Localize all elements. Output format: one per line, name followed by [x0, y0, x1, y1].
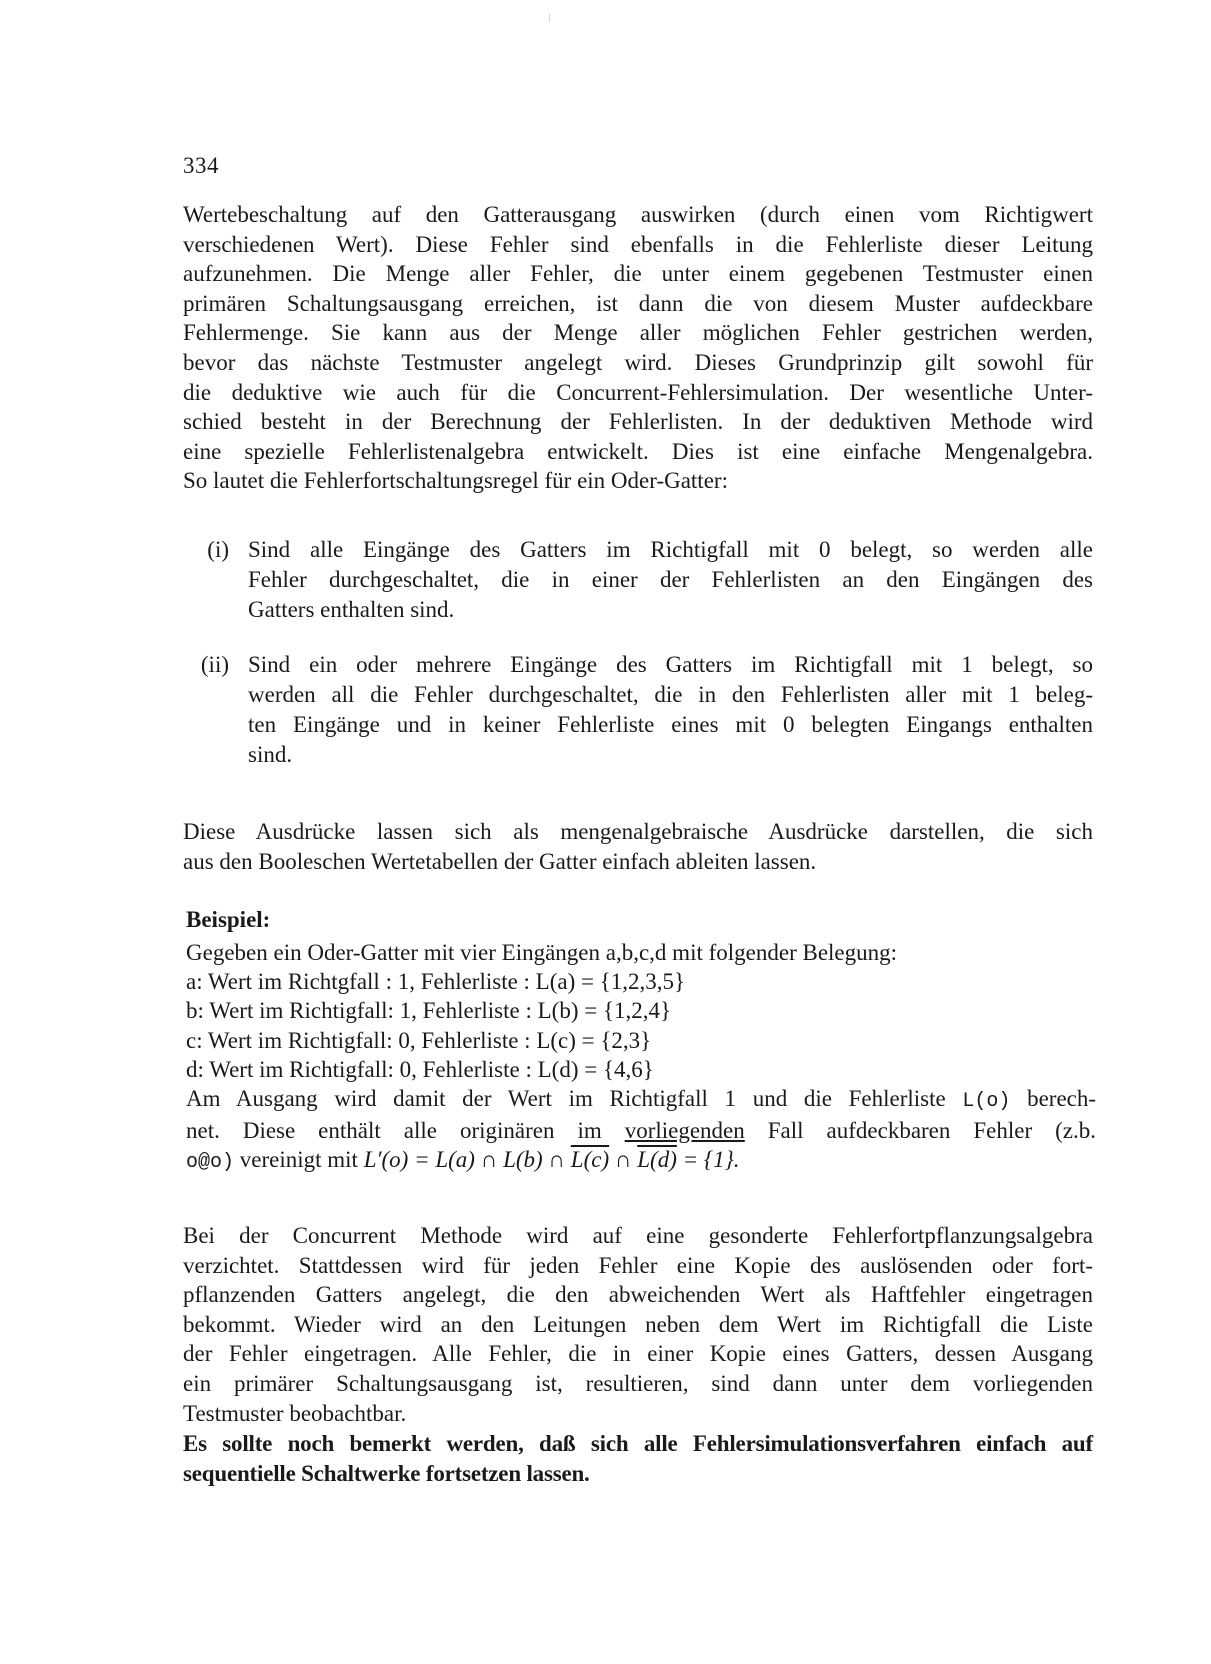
input-line-c: c: Wert im Richtigfall: 0, Fehlerliste : L(c) = {2,3}	[186, 1027, 652, 1053]
text-line: Bei der Concurrent Methode wird auf eine gesonderte Fehlerfortpflanzungsalgebra	[183, 1223, 1093, 1248]
text-line: Testmuster beobachtbar.	[183, 1400, 407, 1426]
formula-intro: vereinigt mit	[239, 1147, 358, 1173]
text-line: Sind ein oder mehrere Eingänge des Gatters im Richtigfall mit 1 belegt, so	[248, 652, 1093, 677]
text-line: schied besteht in der Berechnung der Fehlerlisten. In der deduktiven Methode wird	[183, 409, 1093, 435]
paragraph-expressions	[183, 817, 1093, 876]
example-body	[186, 938, 1096, 1178]
formula-result: = {1}.	[682, 1147, 740, 1173]
paragraph-closing	[183, 1429, 1093, 1488]
scan-mark	[549, 14, 550, 22]
text-line: So lautet die Fehlerfortschaltungsregel für ein Oder-Gatter:	[183, 468, 728, 494]
text-line: sequentielle Schaltwerke fortsetzen lassen.	[183, 1460, 590, 1486]
text-line: Diese Ausdrücke lassen sich als mengenalgebraische Ausdrücke darstellen, die sich	[183, 819, 1093, 844]
text-line: ten Eingänge und in keiner Fehlerliste eines mit 0 belegten Eingangs enthalten	[248, 712, 1093, 737]
text-line: Wertebeschaltung auf den Gatterausgang auswirken (durch einen vom Richtigwert	[183, 202, 1093, 227]
text-line: Fehler durchgeschaltet, die in einer der Fehlerlisten an den Eingängen des	[248, 567, 1093, 592]
example-heading: Beispiel:	[186, 907, 271, 932]
text-line: Gatters enthalten sind.	[248, 597, 455, 622]
fault-symbol: o@o)	[186, 1151, 235, 1175]
rule-text	[248, 650, 1093, 770]
text-line: Es sollte noch bemerkt werden, daß sich alle Fehlersimulationsverfahren einfach auf	[183, 1431, 1093, 1456]
paragraph-concurrent	[183, 1221, 1093, 1428]
result-text: net. Diese enthält alle originären im	[186, 1118, 602, 1144]
input-line-b: b: Wert im Richtigfall: 1, Fehlerliste : L(b) = {1,2,4}	[186, 998, 672, 1024]
input-line-d: d: Wert im Richtigfall: 0, Fehlerliste : L(d) = {4,6}	[186, 1056, 654, 1082]
paragraph-intro	[183, 200, 1093, 496]
formula-line	[186, 1145, 1096, 1177]
result-line	[186, 1116, 1096, 1145]
hyphenated-word: berech-	[1027, 1086, 1097, 1112]
underlined-word: vorliegenden	[624, 1118, 745, 1144]
text-line: pflanzenden Gatters angelegt, die den abweichenden Wert als Haftfehler eingetragen	[183, 1282, 1093, 1308]
text-line: primären Schaltungsausgang erreichen, ist dann die von diesem Muster aufdeckbare	[183, 290, 1093, 316]
text-line: verschiedenen Wert). Diese Fehler sind ebenfalls in die Fehlerliste dieser Leitung	[183, 231, 1093, 257]
text-line: aufzunehmen. Die Menge aller Fehler, die unter einem gegebenen Testmuster einen	[183, 261, 1093, 287]
result-text: Am Ausgang wird damit der Wert im Richtigfall 1 und die Fehlerliste	[186, 1086, 946, 1112]
formula-intersect: ∩	[614, 1147, 632, 1173]
text-line: bekommt. Wieder wird an den Leitungen neben dem Wert im Richtigfall die Liste	[183, 1311, 1093, 1337]
text-line: werden all die Fehler durchgeschaltet, die in den Fehlerlisten aller mit 1 beleg-	[248, 682, 1093, 707]
text-line: eine spezielle Fehlerlistenalgebra entwickelt. Dies ist eine einfache Mengenalgebra.	[183, 438, 1093, 464]
text-line: der Fehler eingetragen. Alle Fehler, die in einer Kopie eines Gatters, dessen Ausgang	[183, 1341, 1093, 1367]
formula-complement-c: L(c)	[570, 1147, 610, 1173]
text-line: Fehlermenge. Sie kann aus der Menge aller möglichen Fehler gestrichen werden,	[183, 320, 1093, 346]
result-line	[186, 1084, 1096, 1116]
page-number: 334	[183, 153, 219, 178]
text-line: Sind alle Eingänge des Gatters im Richtigfall mit 0 belegt, so werden alle	[248, 537, 1093, 562]
text-line: bevor das nächste Testmuster angelegt wird. Dieses Grundprinzip gilt sowohl für	[183, 349, 1093, 375]
text-line: sind.	[248, 742, 293, 767]
result-text: Fall aufdeckbaren Fehler (z.b.	[767, 1118, 1096, 1144]
formula-lhs: L′(o) = L(a) ∩ L(b) ∩	[363, 1147, 566, 1173]
text-line: verzichtet. Stattdessen wird für jeden Fehler eine Kopie des auslösenden oder fort-	[183, 1252, 1093, 1278]
text-line: ein primärer Schaltungsausgang ist, resultieren, sind dann unter dem vorliegenden	[183, 1370, 1093, 1396]
formula-complement-d: L(d)	[637, 1147, 677, 1173]
rule-text	[248, 535, 1093, 625]
example-intro: Gegeben ein Oder-Gatter mit vier Eingängen a,b,c,d mit folgender Belegung:	[186, 940, 898, 965]
text-line: die deduktive wie auch für die Concurrent-Fehlersimulation. Der wesentliche Unter-	[183, 379, 1093, 405]
input-line-a: a: Wert im Richtgfall : 1, Fehlerliste : L(a) = {1,2,3,5}	[186, 969, 686, 995]
list-marker: (i)	[207, 537, 229, 562]
text-line: aus den Booleschen Wertetabellen der Gatter einfach ableiten lassen.	[183, 848, 817, 874]
output-fault-list: L(o)	[962, 1090, 1011, 1114]
list-marker: (ii)	[200, 652, 229, 677]
